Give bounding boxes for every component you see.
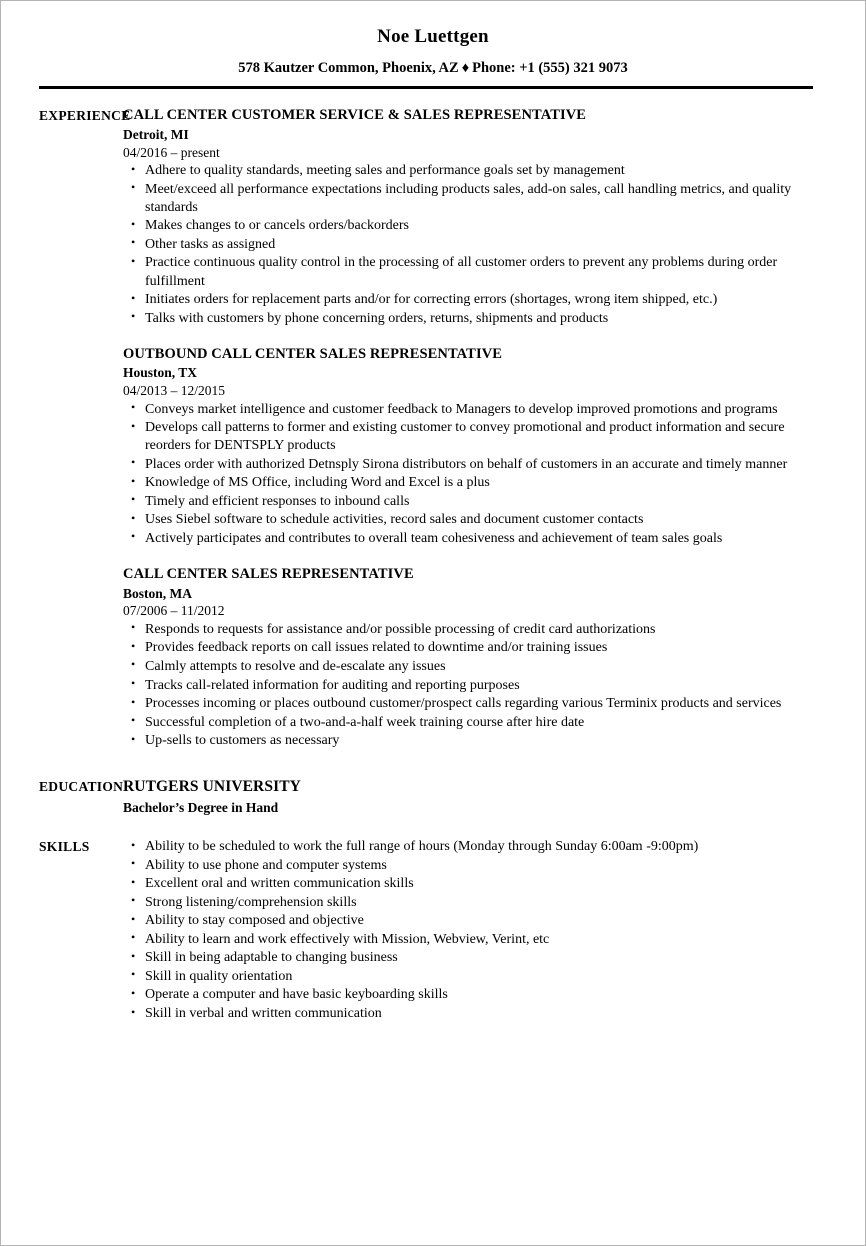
- job-location: Detroit, MI: [123, 127, 189, 143]
- contact-phone: Phone: +1 (555) 321 9073: [472, 59, 628, 76]
- job-bullet: • Provides feedback reports on call issues related to downtime and/or training issues: [123, 639, 809, 657]
- job-bullet: • Responds to requests for assistance and/or possible processing of credit card authorizations: [123, 621, 809, 639]
- skill-bullet: • Skill in verbal and written communication: [123, 1005, 809, 1023]
- job-entry: [123, 565, 809, 750]
- job-bullet: • Knowledge of MS Office, including Word and Excel is a plus: [123, 474, 809, 492]
- skill-bullet: • Skill in being adaptable to changing business: [123, 949, 809, 967]
- job-bullet: • Initiates orders for replacement parts and/or for correcting errors (shortages, wrong item shipped, etc.): [123, 291, 809, 309]
- job-bullet: • Conveys market intelligence and customer feedback to Managers to develop improved promotions and programs: [123, 401, 809, 419]
- job-dates: 04/2016 – present: [123, 144, 220, 160]
- skill-bullet: • Ability to be scheduled to work the full range of hours (Monday through Sunday 6:00am -9:00pm): [123, 838, 809, 856]
- job-bullet: • Places order with authorized Detnsply Sirona distributors on behalf of customers in an accurate and timely manner: [123, 456, 809, 474]
- skill-bullet: • Operate a computer and have basic keyboarding skills: [123, 986, 809, 1004]
- job-location: Boston, MA: [123, 585, 193, 601]
- job-bullet: • Timely and efficient responses to inbound calls: [123, 493, 809, 511]
- resume-header: [1, 1, 865, 89]
- spacer-before-skills: [1, 817, 865, 837]
- job-bullet: • Successful completion of a two-and-a-half week training course after hire date: [123, 714, 809, 732]
- education-degree: Bachelor’s Degree in Hand: [123, 799, 279, 815]
- skills-bullet-list: [123, 838, 809, 1023]
- job-bullet: • Up-sells to customers as necessary: [123, 732, 809, 750]
- job-bullet: • Uses Siebel software to schedule activities, record sales and document customer contacts: [123, 511, 809, 529]
- resume-body: [1, 89, 865, 1023]
- section-label-skills: SKILLS: [39, 839, 90, 855]
- job-title: CALL CENTER CUSTOMER SERVICE & SALES REPRESENTATIVE: [123, 107, 587, 124]
- job-dates: 04/2013 – 12/2015: [123, 383, 226, 399]
- job-bullet: • Actively participates and contributes to overall team cohesiveness and achievement of team sales goals: [123, 530, 809, 548]
- job-bullet: • Makes changes to or cancels orders/backorders: [123, 217, 809, 235]
- job-bullet-list: [123, 401, 809, 548]
- job-bullet: • Develops call patterns to former and existing customer to convey promotional and product information and secure reorders for DENTSPLY products: [123, 419, 809, 455]
- section-label-experience: EXPERIENCE: [39, 108, 131, 124]
- education-content: [123, 777, 865, 817]
- skill-bullet: • Skill in quality orientation: [123, 968, 809, 986]
- job-entry: [123, 106, 809, 327]
- job-bullet: • Adhere to quality standards, meeting sales and performance goals set by management: [123, 162, 809, 180]
- job-bullet: • Meet/exceed all performance expectations including products sales, add-on sales, call handling metrics, and quality standards: [123, 181, 809, 217]
- job-dates: 07/2006 – 11/2012: [123, 603, 225, 619]
- contact-line: [1, 48, 865, 77]
- job-location: Houston, TX: [123, 365, 198, 381]
- skill-bullet: • Ability to learn and work effectively with Mission, Webview, Verint, etc: [123, 931, 809, 949]
- resume-inner: [1, 1, 865, 1245]
- section-label-education: EDUCATION: [39, 778, 124, 794]
- job-bullet-list: [123, 621, 809, 750]
- skill-bullet: • Ability to use phone and computer systems: [123, 857, 809, 875]
- diamond-separator-icon: ♦: [461, 59, 470, 76]
- job-bullet: • Other tasks as assigned: [123, 236, 809, 254]
- skill-bullet: • Excellent oral and written communication skills: [123, 875, 809, 893]
- job-title: CALL CENTER SALES REPRESENTATIVE: [123, 565, 414, 582]
- skill-bullet: • Strong listening/comprehension skills: [123, 894, 809, 912]
- contact-address: 578 Kautzer Common, Phoenix, AZ: [238, 59, 459, 76]
- job-bullet: • Practice continuous quality control in the processing of all customer orders to prevent any problems during order fulfillment: [123, 254, 809, 290]
- education-school: RUTGERS UNIVERSITY: [123, 777, 301, 795]
- section-education: [1, 777, 865, 817]
- job-title: OUTBOUND CALL CENTER SALES REPRESENTATIVE: [123, 345, 503, 362]
- section-skills: [1, 837, 865, 1023]
- skill-bullet: • Ability to stay composed and objective: [123, 912, 809, 930]
- candidate-name: Noe Luettgen: [377, 26, 489, 47]
- job-entry: [123, 345, 809, 548]
- job-bullet: • Talks with customers by phone concerning orders, returns, shipments and products: [123, 310, 809, 328]
- job-bullet: • Tracks call-related information for auditing and reporting purposes: [123, 677, 809, 695]
- section-experience: [1, 106, 865, 750]
- skills-content: [123, 837, 865, 1023]
- job-bullet-list: [123, 162, 809, 327]
- spacer-before-education: [1, 751, 865, 777]
- experience-content: [123, 106, 865, 750]
- job-bullet: • Processes incoming or places outbound customer/prospect calls regarding various Terminix products and services: [123, 695, 809, 713]
- job-bullet: • Calmly attempts to resolve and de-escalate any issues: [123, 658, 809, 676]
